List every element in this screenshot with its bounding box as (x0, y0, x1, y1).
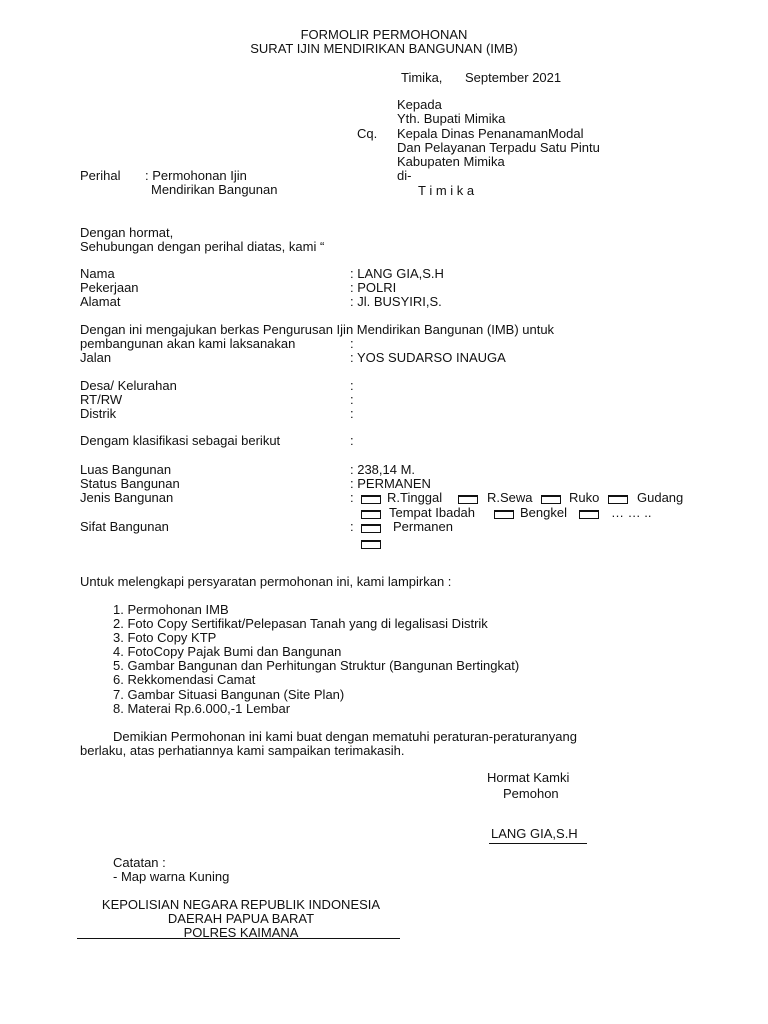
recipient-cq: Cq. (357, 126, 378, 141)
attachment-item: 1. Permohonan IMB (113, 602, 229, 617)
jalan-value: : YOS SUDARSO INAUGA (350, 350, 506, 365)
signature-pemohon: Pemohon (503, 786, 559, 801)
footer-line2: DAERAH PAPUA BARAT (167, 911, 315, 926)
sifat-label: Sifat Bangunan (80, 519, 169, 534)
attachment-item: 4. FotoCopy Pajak Bumi dan Bangunan (113, 644, 342, 659)
checkbox-lainnya[interactable] (579, 510, 599, 519)
checkbox-r-sewa[interactable] (458, 495, 478, 504)
option-r-sewa: R.Sewa (487, 490, 533, 505)
closing-line1: Demikian Permohonan ini kami buat dengan mematuhi peraturan-peraturanyang (113, 729, 577, 744)
perihal-label: Perihal (80, 168, 121, 183)
attachment-item: 3. Foto Copy KTP (113, 630, 217, 645)
checkbox-bengkel[interactable] (494, 510, 514, 519)
sifat-colon: : (350, 519, 354, 534)
intro-line2-colon: : (350, 336, 354, 351)
alamat-label: Alamat (80, 294, 121, 309)
perihal-line1: : Permohonan Ijin (145, 168, 247, 183)
form-title: FORMOLIR PERMOHONAN (300, 27, 468, 42)
rtrw-label: RT/RW (80, 392, 123, 407)
checkbox-tempat-ibadah[interactable] (361, 510, 381, 519)
desa-label: Desa/ Kelurahan (80, 378, 177, 393)
checkbox-gudang[interactable] (608, 495, 628, 504)
intro-line2: pembangunan akan kami laksanakan (80, 336, 296, 351)
recipient-kepada: Kepada (397, 97, 442, 112)
signature-name: LANG GIA,S.H (491, 826, 578, 841)
checkbox-ruko[interactable] (541, 495, 561, 504)
luas-label: Luas Bangunan (80, 462, 172, 477)
distrik-value: : (350, 406, 354, 421)
checkbox-r-tinggal[interactable] (361, 495, 381, 504)
pekerjaan-value: : POLRI (350, 280, 397, 295)
recipient-city: T i m i k a (418, 183, 475, 198)
notes-label: Catatan : (113, 855, 166, 870)
option-permanen: Permanen (393, 519, 453, 534)
recipient-di: di- (397, 168, 412, 183)
attachment-item: 7. Gambar Situasi Bangunan (Site Plan) (113, 687, 345, 702)
footer-line1: KEPOLISIAN NEGARA REPUBLIK INDONESIA (101, 897, 381, 912)
klasifikasi-colon: : (350, 433, 354, 448)
form-subtitle: SURAT IJIN MENDIRIKAN BANGUNAN (IMB) (250, 41, 518, 56)
attachment-item: 2. Foto Copy Sertifikat/Pelepasan Tanah yang di legalisasi Distrik (113, 616, 488, 631)
luas-value: : 238,14 M. (350, 462, 416, 477)
date: September 2021 (465, 70, 562, 85)
jenis-colon: : (350, 490, 354, 505)
recipient-line2: Dan Pelayanan Terpadu Satu Pintu (397, 140, 600, 155)
footer-underline (77, 938, 400, 939)
signature-hormat: Hormat Kamki (487, 770, 570, 785)
status-label: Status Bangunan (80, 476, 180, 491)
greeting-line2: Sehubungan dengan perihal diatas, kami “ (80, 239, 325, 254)
recipient-yth: Yth. Bupati Mimika (397, 111, 506, 126)
nama-label: Nama (80, 266, 115, 281)
klasifikasi-label: Dengam klasifikasi sebagai berikut (80, 433, 281, 448)
option-tempat-ibadah: Tempat Ibadah (389, 505, 476, 520)
option-ruko: Ruko (569, 490, 600, 505)
alamat-value: : Jl. BUSYIRI,S. (350, 294, 442, 309)
attachments-intro: Untuk melengkapi persyaratan permohonan ini, kami lampirkan : (80, 574, 452, 589)
checkbox-permanen[interactable] (361, 524, 381, 533)
attachment-item: 6. Rekkomendasi Camat (113, 672, 256, 687)
perihal-line2: Mendirikan Bangunan (151, 182, 278, 197)
desa-value: : (350, 378, 354, 393)
attachment-item: 5. Gambar Bangunan dan Perhitungan Struktur (Bangunan Bertingkat) (113, 658, 520, 673)
jalan-label: Jalan (80, 350, 112, 365)
pekerjaan-label: Pekerjaan (80, 280, 139, 295)
checkbox-sifat-other[interactable] (361, 540, 381, 549)
option-lainnya: … … .. (611, 505, 652, 520)
footer-line3: POLRES KAIMANA (183, 925, 299, 940)
option-bengkel: Bengkel (520, 505, 567, 520)
signature-underline (489, 843, 587, 844)
status-value: : PERMANEN (350, 476, 431, 491)
jenis-label: Jenis Bangunan (80, 490, 174, 505)
attachment-item: 8. Materai Rp.6.000,-1 Lembar (113, 701, 291, 716)
option-gudang: Gudang (637, 490, 684, 505)
notes-item: - Map warna Kuning (113, 869, 230, 884)
intro-line1: Dengan ini mengajukan berkas Pengurusan Ijin Mendirikan Bangunan (IMB) untuk (80, 322, 555, 337)
rtrw-value: : (350, 392, 354, 407)
greeting-line1: Dengan hormat, (80, 225, 174, 240)
distrik-label: Distrik (80, 406, 117, 421)
closing-line2: berlaku, atas perhatiannya kami sampaikan terimakasih. (80, 743, 405, 758)
option-r-tinggal: R.Tinggal (387, 490, 443, 505)
recipient-line1: Kepala Dinas PenanamanModal (397, 126, 584, 141)
nama-value: : LANG GIA,S.H (350, 266, 444, 281)
recipient-line3: Kabupaten Mimika (397, 154, 505, 169)
place: Timika, (401, 70, 443, 85)
